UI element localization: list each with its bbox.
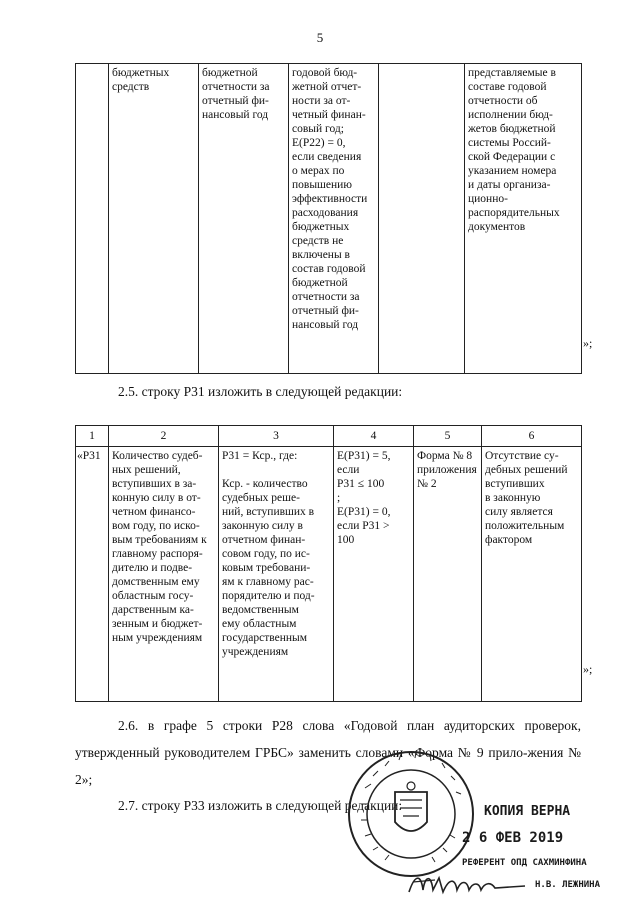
- column-header: 1: [76, 426, 109, 447]
- table-cell: Отсутствие су- дебных решений вступивших в законную силу является положительным фактором: [482, 447, 582, 702]
- table-cell: годовой бюд- жетной отчет- ности за от- четный финан- совый год; E(P22) = 0, если сведения о мерах по повышению эффективности расходования бюджетных средств не включены в состав годовой бюджетной отчетности за отчетный фи- нансовый год: [289, 64, 379, 374]
- copy-stamp-name: Н.В. ЛЕЖНИНА: [535, 880, 601, 890]
- signature-icon: [405, 868, 535, 900]
- column-header: 6: [482, 426, 582, 447]
- table-cell: E(P31) = 5, если P31 ≤ 100 ; E(P31) = 0, если Р31 > 100: [334, 447, 414, 702]
- column-header: 3: [219, 426, 334, 447]
- table-cell: представляемые в составе годовой отчетности об исполнении бюд- жетов бюджетной системы Россий- ской Федерации с указанием номера и даты организа- ционно- распорядительных документов: [465, 64, 582, 374]
- table-cell: Количество судеб- ных решений, вступивших в за- конную силу в от- четном финансо- вом году, по иско- вым требованиям к главному распоря- дителю и подве- домственным ему областным госу- дарственным ка- зенным и бюджет- ным учреждениям: [109, 447, 219, 702]
- table-cell: [379, 64, 465, 374]
- table-cell: Р31 = Кср., где: Кср. - количество судебных реше- ний, вступивших в законную силу в отчетном финан- совом году, по ис- ковым требовани- ям к главному рас- порядителю и под- ведомственным ему областным государственным учреждениям: [219, 447, 334, 702]
- column-header: 5: [414, 426, 482, 447]
- table-row: [76, 64, 582, 374]
- column-header: 4: [334, 426, 414, 447]
- table-header-row: [76, 426, 582, 447]
- table-cell: бюджетных средств: [109, 64, 199, 374]
- column-header: 2: [109, 426, 219, 447]
- table-p31: [75, 425, 582, 702]
- table-continuation: [75, 63, 582, 374]
- copy-stamp-position: РЕФЕРЕНТ ОПД САХМИНФИНА: [462, 858, 587, 868]
- paragraph-2-7: 2.7. строку Р33 изложить в следующей редакции:: [118, 798, 403, 813]
- copy-stamp-title: КОПИЯ ВЕРНА: [484, 804, 571, 819]
- table-closing-mark: »;: [583, 662, 593, 676]
- table-cell: «Р31: [76, 447, 109, 702]
- table-cell: бюджетной отчетности за отчетный фи- нансовый год: [199, 64, 289, 374]
- page-number: 5: [316, 30, 324, 45]
- table-closing-mark: »;: [583, 336, 593, 350]
- table-row: [76, 447, 582, 702]
- seal-stamp-icon: [345, 748, 477, 880]
- paragraph-2-6: 2.6. в графе 5 строки Р28 слова «Годовой план аудиторских проверок, утвержденный руководителем ГРБС» заменить словами «Форма № 9 прило-жения № 2»;: [75, 718, 581, 787]
- copy-stamp-date: 2 6 ФЕВ 2019: [462, 830, 564, 846]
- table-cell: Форма № 8 приложения № 2: [414, 447, 482, 702]
- paragraph-2-5: 2.5. строку Р31 изложить в следующей редакции:: [118, 384, 403, 399]
- table-cell: [76, 64, 109, 374]
